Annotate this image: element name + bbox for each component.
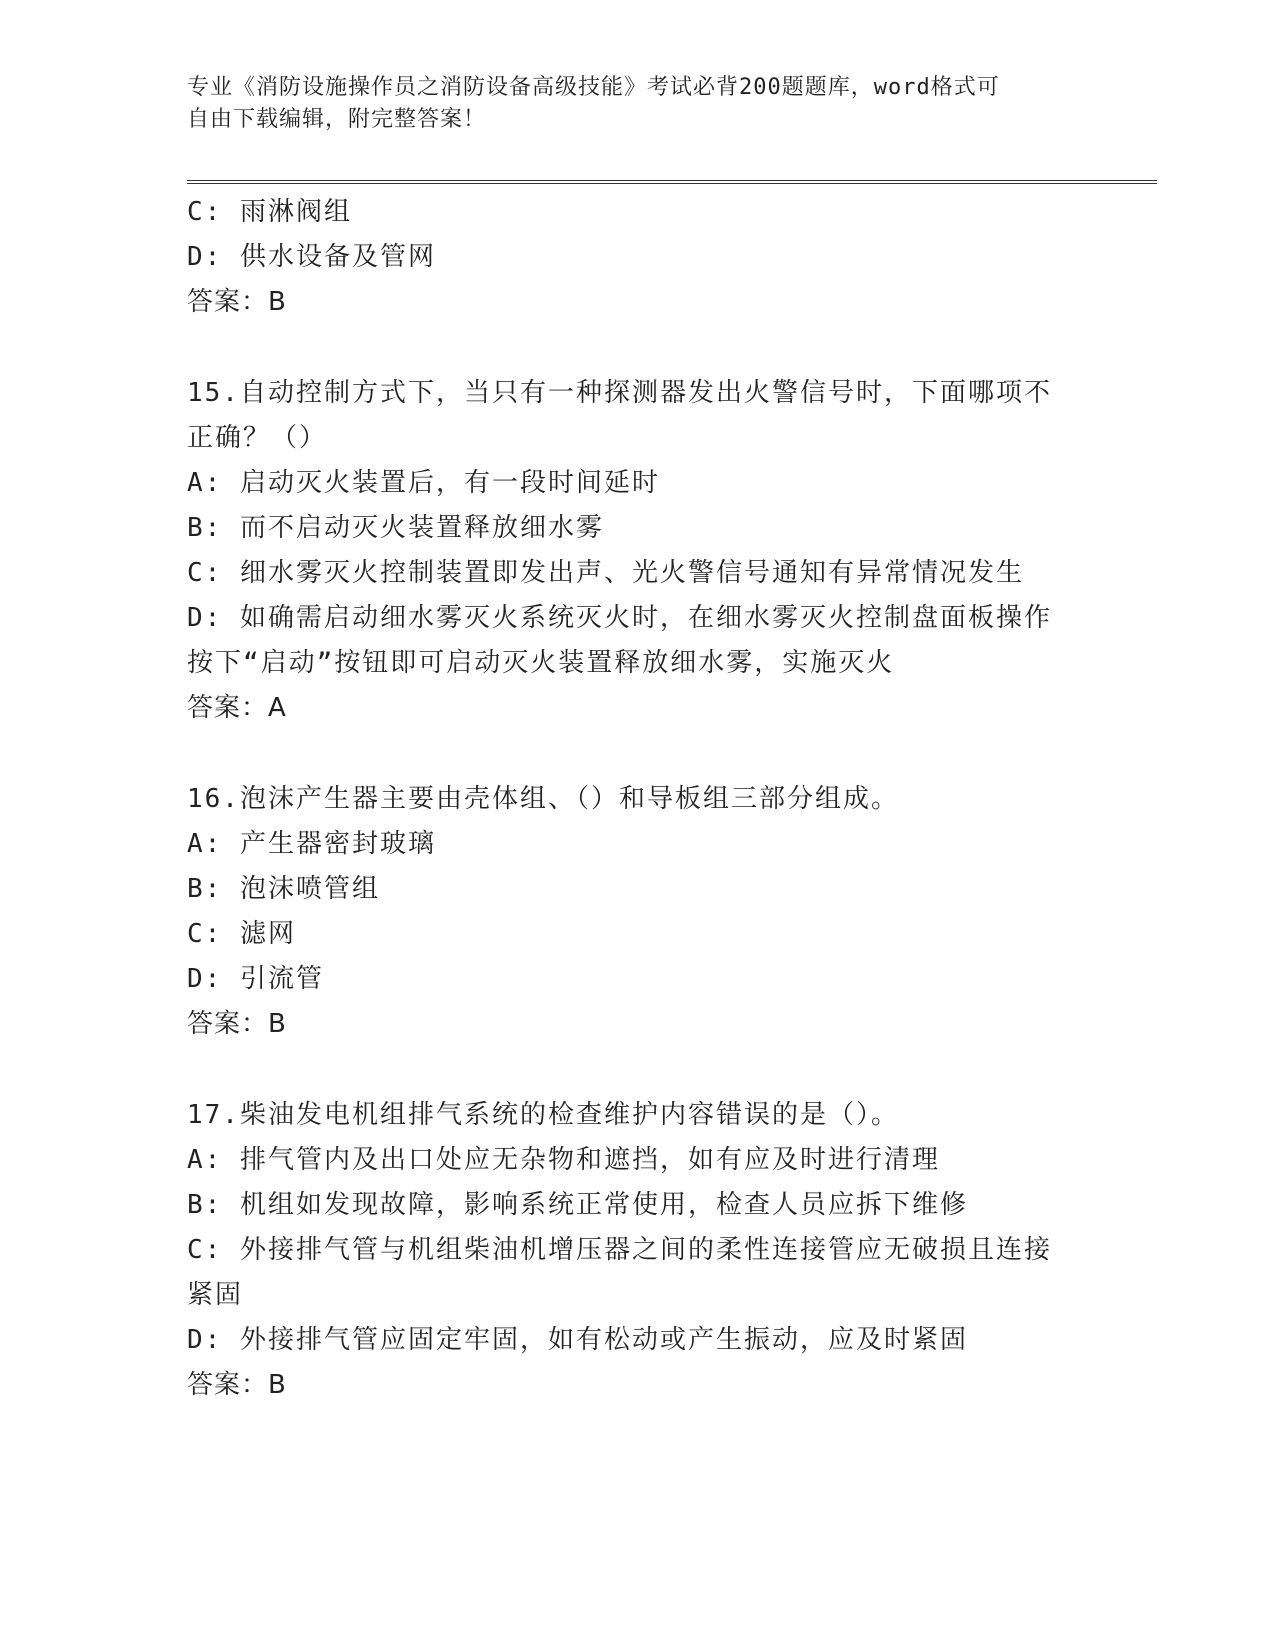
option-d: D: 供水设备及管网 [187, 242, 436, 272]
option-d: D: 引流管 [187, 964, 324, 994]
question-stem-continued: 正确？（） [187, 423, 328, 453]
option-b: B: 而不启动灭火装置释放细水雾 [187, 513, 604, 543]
answer-line: 答案：A [187, 693, 287, 723]
question-stem: 15.自动控制方式下，当只有一种探测器发出火警信号时，下面哪项不 [187, 378, 1052, 408]
option-d: D: 外接排气管应固定牢固，如有松动或产生振动，应及时紧固 [187, 1325, 968, 1355]
option-d: D: 如确需启动细水雾灭火系统灭火时，在细水雾灭火控制盘面板操作 [187, 603, 1052, 633]
spacer [187, 325, 1087, 371]
answer-line: 答案：B [187, 1009, 287, 1039]
option-a: A: 启动灭火装置后，有一段时间延时 [187, 468, 660, 498]
option-a: A: 排气管内及出口处应无杂物和遮挡，如有应及时进行清理 [187, 1145, 940, 1175]
header-line-2: 自由下载编辑，附完整答案！ [187, 107, 487, 132]
question-stem: 16.泡沫产生器主要由壳体组、（）和导板组三部分组成。 [187, 784, 899, 814]
answer-line: 答案：B [187, 1370, 287, 1400]
question-block-14 [187, 190, 1087, 325]
question-stem: 17.柴油发电机组排气系统的检查维护内容错误的是（）。 [187, 1100, 899, 1130]
option-b: B: 机组如发现故障，影响系统正常使用，检查人员应拆下维修 [187, 1190, 968, 1220]
spacer [187, 1047, 1087, 1093]
option-c: C: 细水雾灭火控制装置即发出声、光火警信号通知有异常情况发生 [187, 558, 1024, 588]
question-block-15 [187, 371, 1087, 731]
header-divider [187, 180, 1157, 184]
option-c: C: 滤网 [187, 919, 296, 949]
spacer [187, 731, 1087, 777]
option-a: A: 产生器密封玻璃 [187, 829, 436, 859]
option-c: C: 外接排气管与机组柴油机增压器之间的柔性连接管应无破损且连接 [187, 1235, 1052, 1265]
option-c-continued: 紧固 [187, 1280, 244, 1310]
option-d-continued: 按下“启动”按钮即可启动灭火装置释放细水雾，实施灭火 [187, 648, 895, 678]
option-c: C: 雨淋阀组 [187, 197, 352, 227]
header-line-1: 专业《消防设施操作员之消防设备高级技能》考试必背200题题库，word格式可 [187, 75, 1000, 100]
question-block-17 [187, 1093, 1087, 1408]
page-header [187, 72, 1087, 136]
question-list [187, 190, 1087, 1408]
answer-line: 答案：B [187, 287, 287, 317]
question-block-16 [187, 777, 1087, 1047]
option-b: B: 泡沫喷管组 [187, 874, 380, 904]
